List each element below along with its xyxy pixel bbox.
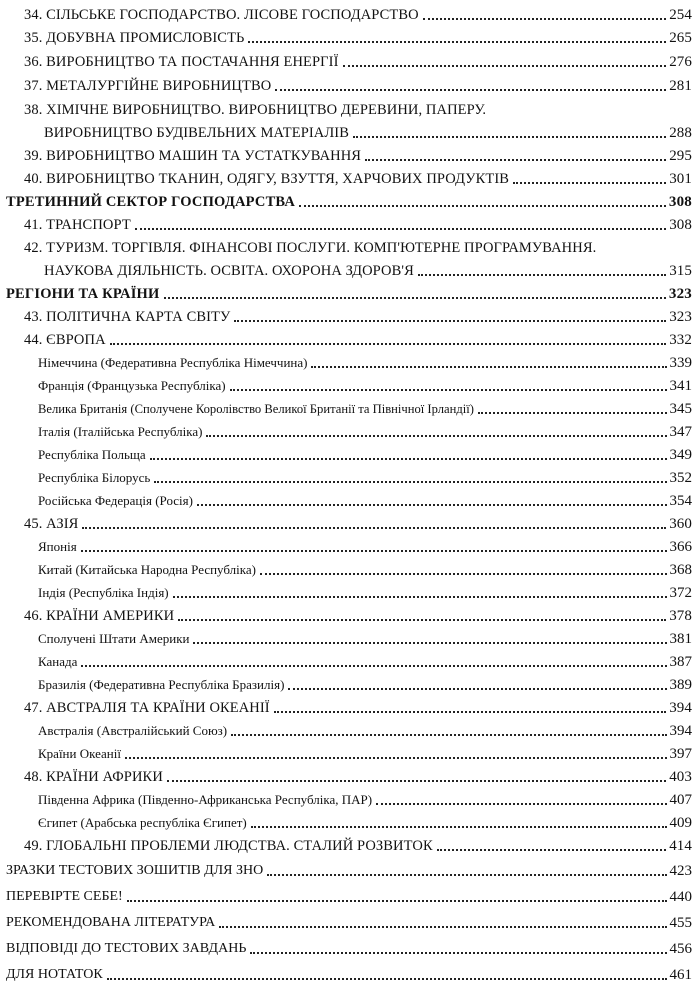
toc-entry-page: 372 [669, 585, 692, 601]
toc-entry-title: 42. ТУРИЗМ. ТОРГІВЛЯ. ФІНАНСОВІ ПОСЛУГИ. КОМП'ЮТЕРНЕ ПРОГРАМУВАННЯ. [24, 240, 597, 256]
toc-entry-title: Китай (Китайська Народна Республіка) [38, 562, 256, 577]
toc-subentry[interactable] [0, 557, 700, 579]
toc-entry-page: 254 [669, 7, 692, 23]
toc-entry-page: 455 [669, 915, 692, 931]
toc-entry-title: Бразилія (Федеративна Республіка Бразилія) [38, 677, 285, 692]
toc-entry[interactable] [0, 695, 700, 717]
dot-leader [418, 274, 666, 276]
toc-entry-title: 41. ТРАНСПОРТ [24, 217, 131, 233]
dot-leader [173, 596, 667, 598]
toc-entry-page: 440 [669, 889, 692, 905]
toc-entry-page: 366 [669, 539, 692, 555]
toc-subentry[interactable] [0, 810, 700, 832]
toc-entry[interactable] [0, 49, 700, 71]
toc-subentry[interactable] [0, 442, 700, 464]
toc-entry[interactable] [0, 304, 700, 326]
toc-entry-title: РЕКОМЕНДОВАНА ЛІТЕРАТУРА [6, 915, 216, 930]
toc-entry[interactable] [0, 327, 700, 349]
toc-entry[interactable] [0, 603, 700, 625]
toc-entry-page: 368 [669, 562, 692, 578]
dot-leader [275, 89, 666, 91]
dot-leader [423, 18, 667, 20]
toc-entry-page: 276 [669, 54, 692, 70]
dot-leader [82, 527, 666, 529]
toc-entry-title: 47. АВСТРАЛІЯ ТА КРАЇНИ ОКЕАНІЇ [24, 700, 270, 716]
dot-leader [260, 573, 667, 575]
toc-entry-continuation[interactable] [0, 120, 700, 142]
dot-leader [81, 550, 667, 552]
toc-entry[interactable] [0, 73, 700, 95]
toc-entry-page: 349 [669, 447, 692, 463]
dot-leader [267, 874, 666, 876]
toc-entry-title: Єгипет (Арабська республіка Єгипет) [38, 815, 247, 830]
toc-entry-page: 341 [669, 378, 692, 394]
toc-entry-page: 403 [669, 769, 692, 785]
toc-entry-title: Канада [38, 654, 78, 669]
toc-entry-continuation[interactable] [0, 258, 700, 280]
toc-entry-page: 332 [669, 332, 692, 348]
dot-leader [107, 978, 667, 980]
toc-entry-title: Сполучені Штати Америки [38, 631, 190, 646]
dot-leader [274, 711, 666, 713]
dot-leader [127, 900, 667, 902]
toc-entry-page: 394 [669, 723, 692, 739]
toc-entry-title: 49. ГЛОБАЛЬНІ ПРОБЛЕМИ ЛЮДСТВА. СТАЛИЙ РОЗВИТОК [24, 838, 433, 854]
toc-entry-page: 354 [669, 493, 692, 509]
toc-entry-page: 347 [669, 424, 692, 440]
toc-entry-page: 308 [669, 217, 692, 233]
dot-leader [110, 343, 667, 345]
toc-back-matter-entry[interactable] [0, 936, 700, 958]
toc-entry-page: 295 [669, 148, 692, 164]
dot-leader [164, 297, 666, 299]
toc-subentry[interactable] [0, 649, 700, 671]
toc-subentry[interactable] [0, 419, 700, 441]
toc-entry-title: 34. СІЛЬСЬКЕ ГОСПОДАРСТВО. ЛІСОВЕ ГОСПОДАРСТВО [24, 7, 419, 23]
toc-entry-title: ВІДПОВІДІ ДО ТЕСТОВИХ ЗАВДАНЬ [6, 941, 247, 956]
toc-entry-title: Країни Океанії [38, 746, 121, 761]
toc-entry[interactable] [0, 143, 700, 165]
toc-entry-page: 360 [669, 516, 692, 532]
dot-leader [154, 481, 666, 483]
dot-leader [81, 665, 666, 667]
toc-entry[interactable] [0, 166, 700, 188]
toc-entry-title: Німеччина (Федеративна Республіка Німеччина) [38, 355, 308, 370]
toc-entry-page: 423 [669, 863, 692, 879]
toc-entry-page: 315 [669, 263, 692, 279]
toc-subentry[interactable] [0, 373, 700, 395]
dot-leader [197, 504, 667, 506]
toc-subentry[interactable] [0, 396, 700, 418]
toc-entry-page: 323 [668, 286, 692, 302]
toc-entry-page: 281 [669, 78, 692, 94]
toc-entry[interactable] [0, 511, 700, 533]
toc-entry-page: 381 [669, 631, 692, 647]
toc-entry-title: 38. ХІМІЧНЕ ВИРОБНИЦТВО. ВИРОБНИЦТВО ДЕРЕВИНИ, ПАПЕРУ. [24, 102, 487, 118]
dot-leader [135, 228, 666, 230]
toc-entry-page: 387 [669, 654, 692, 670]
toc-subentry[interactable] [0, 465, 700, 487]
toc-entry-page: 288 [669, 125, 692, 141]
dot-leader [437, 849, 666, 851]
toc-entry-page: 308 [668, 194, 692, 210]
toc-entry[interactable] [0, 25, 700, 47]
toc-subentry[interactable] [0, 488, 700, 510]
toc-subentry[interactable] [0, 718, 700, 740]
dot-leader [365, 159, 666, 161]
toc-entry-title: Японія [38, 539, 77, 554]
dot-leader [178, 619, 666, 621]
dot-leader [250, 952, 666, 954]
toc-back-matter-entry[interactable] [0, 910, 700, 932]
toc-entry-page: 397 [669, 746, 692, 762]
toc-entry[interactable] [0, 235, 700, 257]
toc-entry-title: Індія (Республіка Індія) [38, 585, 169, 600]
dot-leader [288, 688, 666, 690]
dot-leader [231, 734, 666, 736]
toc-entry-title: 40. ВИРОБНИЦТВО ТКАНИН, ОДЯГУ, ВЗУТТЯ, ХАРЧОВИХ ПРОДУКТІВ [24, 171, 510, 187]
toc-section-heading[interactable] [0, 281, 700, 303]
toc-entry-title: 44. ЄВРОПА [24, 332, 106, 348]
dot-leader [248, 41, 666, 43]
toc-subentry[interactable] [0, 350, 700, 372]
toc-subentry[interactable] [0, 626, 700, 648]
toc-entry[interactable] [0, 764, 700, 786]
toc-entry-title: РЕГІОНИ ТА КРАЇНИ [6, 286, 160, 302]
toc-entry-title: 48. КРАЇНИ АФРИКИ [24, 769, 163, 785]
dot-leader [219, 926, 666, 928]
toc-entry-page: 345 [669, 401, 692, 417]
toc-entry[interactable] [0, 833, 700, 855]
dot-leader [230, 389, 667, 391]
dot-leader [251, 826, 667, 828]
toc-entry-page: 339 [669, 355, 692, 371]
dot-leader [206, 435, 666, 437]
toc-entry[interactable] [0, 212, 700, 234]
dot-leader [193, 642, 666, 644]
toc-entry[interactable] [0, 2, 700, 24]
toc-entry-title: Велика Британія (Сполучене Королівство Великої Британії та Північної Ірландії) [38, 402, 474, 416]
toc-entry-page: 352 [669, 470, 692, 486]
toc-entry-title: 39. ВИРОБНИЦТВО МАШИН ТА УСТАТКУВАННЯ [24, 148, 362, 164]
toc-section-heading[interactable] [0, 189, 700, 211]
toc-entry[interactable] [0, 97, 700, 119]
toc-subentry[interactable] [0, 534, 700, 556]
toc-entry-page: 265 [669, 30, 692, 46]
toc-entry-title: 36. ВИРОБНИЦТВО ТА ПОСТАЧАННЯ ЕНЕРГІЇ [24, 54, 339, 70]
toc-subentry[interactable] [0, 787, 700, 809]
toc-entry-title: Франція (Французька Республіка) [38, 378, 226, 393]
toc-back-matter-entry[interactable] [0, 884, 700, 906]
toc-entry-page: 407 [669, 792, 692, 808]
toc-entry-page: 389 [669, 677, 692, 693]
toc-entry-title: Італія (Італійська Республіка) [38, 424, 203, 439]
dot-leader [299, 205, 666, 207]
dot-leader [234, 320, 666, 322]
dot-leader [167, 780, 666, 782]
toc-entry-page: 456 [669, 941, 692, 957]
toc-subentry[interactable] [0, 580, 700, 602]
toc-entry-title: 43. ПОЛІТИЧНА КАРТА СВІТУ [24, 309, 231, 325]
toc-entry-page: 301 [669, 171, 692, 187]
dot-leader [478, 412, 667, 414]
toc-back-matter-entry[interactable] [0, 962, 700, 984]
toc-entry-title: Республіка Польща [38, 447, 146, 462]
toc-entry-page: 378 [669, 608, 692, 624]
dot-leader [150, 458, 667, 460]
toc-entry-title: 45. АЗІЯ [24, 516, 79, 532]
toc-back-matter-entry[interactable] [0, 858, 700, 880]
toc-entry-page: 409 [669, 815, 692, 831]
toc-entry-title: ПЕРЕВІРТЕ СЕБЕ! [6, 889, 123, 904]
dot-leader [343, 65, 667, 67]
toc-entry-title: НАУКОВА ДІЯЛЬНІСТЬ. ОСВІТА. ОХОРОНА ЗДОРОВ'Я [44, 263, 414, 279]
dot-leader [513, 182, 666, 184]
toc-entry-title: Російська Федерація (Росія) [38, 493, 193, 508]
toc-subentry[interactable] [0, 672, 700, 694]
dot-leader [311, 366, 666, 368]
toc-entry-page: 394 [669, 700, 692, 716]
toc-entry-page: 323 [669, 309, 692, 325]
toc-entry-title: 37. МЕТАЛУРГІЙНЕ ВИРОБНИЦТВО [24, 78, 272, 94]
dot-leader [125, 757, 667, 759]
toc-entry-title: Австралія (Австралійський Союз) [38, 723, 228, 738]
toc-subentry[interactable] [0, 741, 700, 763]
toc-entry-title: ДЛЯ НОТАТОК [6, 967, 103, 982]
toc-entry-title: Республіка Білорусь [38, 470, 151, 485]
toc-entry-title: Південна Африка (Південно-Африканська Республіка, ПАР) [38, 792, 373, 807]
toc-entry-page: 461 [669, 967, 692, 983]
toc-entry-title: 35. ДОБУВНА ПРОМИСЛОВІСТЬ [24, 30, 245, 46]
toc-entry-title: ВИРОБНИЦТВО БУДІВЕЛЬНИХ МАТЕРІАЛІВ [44, 125, 349, 141]
toc-entry-page: 414 [669, 838, 692, 854]
dot-leader [376, 803, 666, 805]
toc-entry-title: ТРЕТИННИЙ СЕКТОР ГОСПОДАРСТВА [6, 194, 296, 210]
toc-entry-title: ЗРАЗКИ ТЕСТОВИХ ЗОШИТІВ ДЛЯ ЗНО [6, 863, 264, 878]
dot-leader [353, 136, 666, 138]
toc-entry-title: 46. КРАЇНИ АМЕРИКИ [24, 608, 175, 624]
